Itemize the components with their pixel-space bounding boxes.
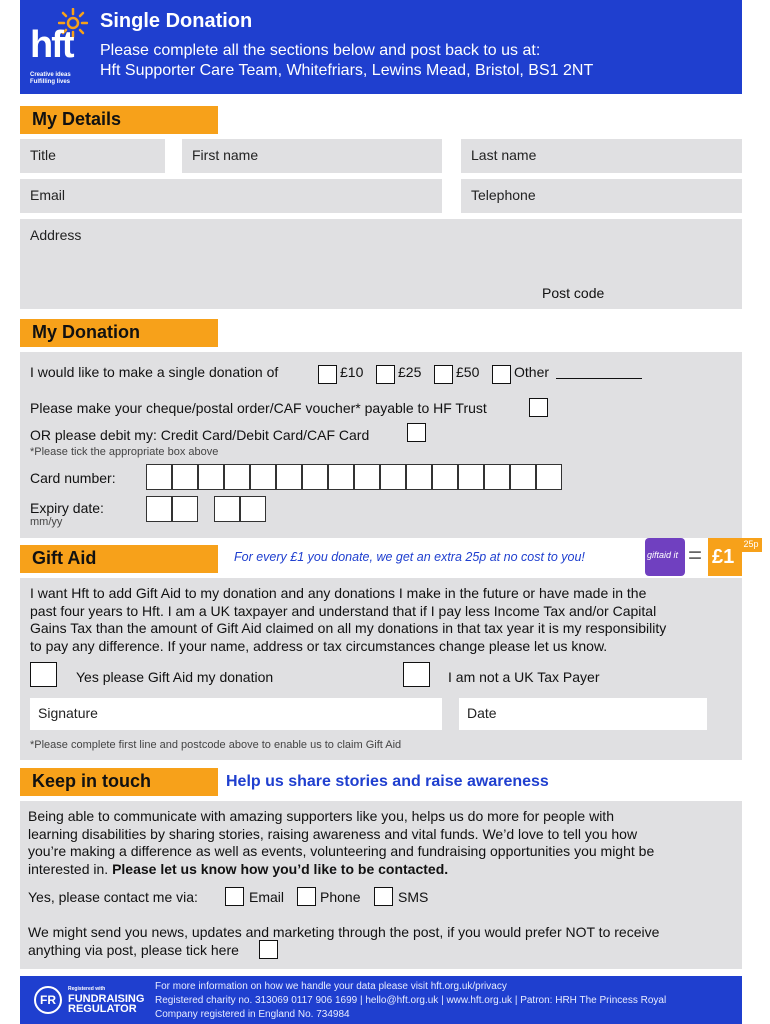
contact-via-label: Yes, please contact me via: [28, 889, 198, 905]
checkbox-50[interactable] [434, 365, 453, 384]
page-title: Single Donation [100, 10, 253, 32]
option-10-label: £10 [340, 364, 364, 380]
card-digit-cell[interactable] [510, 464, 536, 490]
card-digit-cell[interactable] [250, 464, 276, 490]
expiry-year-cell[interactable] [240, 496, 266, 522]
post-optout-line1: We might send you news, updates and marketing through the post, if you would prefer NOT to receive [28, 924, 660, 940]
footer-company-line: Company registered in England No. 734984 [155, 1009, 350, 1020]
card-digit-cell[interactable] [432, 464, 458, 490]
keep-in-touch-subheading: Help us share stories and raise awareness [226, 773, 549, 790]
card-digit-cell[interactable] [328, 464, 354, 490]
title-label: Title [30, 147, 56, 163]
contact-phone-label: Phone [320, 889, 361, 905]
card-digit-cell[interactable] [276, 464, 302, 490]
extra-25p-badge: 25p [740, 538, 762, 552]
equals-sign: = [688, 542, 703, 569]
cheque-text: Please make your cheque/postal order/CAF voucher* payable to HF Trust [30, 400, 487, 416]
expiry-month-cell[interactable] [172, 496, 198, 522]
checkbox-card[interactable] [407, 423, 426, 442]
other-amount-line[interactable] [556, 378, 642, 379]
card-digit-cell[interactable] [354, 464, 380, 490]
option-25-label: £25 [398, 364, 422, 380]
fr-line2: REGULATOR [68, 1003, 137, 1015]
keep-in-touch-line: you’re making a difference as well as events, volunteering and fundraising opportunities you might be [28, 843, 655, 859]
address-label: Address [30, 227, 82, 243]
expiry-hint: mm/yy [30, 516, 63, 528]
contact-sms-checkbox[interactable] [374, 887, 393, 906]
option-other-label: Other [514, 364, 550, 380]
gift-aid-yes-checkbox[interactable] [30, 662, 57, 687]
debit-text: OR please debit my: Credit Card/Debit Card/CAF Card [30, 427, 370, 443]
contact-email-label: Email [249, 889, 285, 905]
header-instruction: Please complete all the sections below and post back to us at: [100, 42, 541, 59]
post-optout-checkbox[interactable] [259, 940, 278, 959]
keep-in-touch-line: interested in. [28, 860, 113, 877]
email-field[interactable] [20, 179, 442, 213]
logo-text: hft [30, 24, 73, 66]
card-digit-cell[interactable] [484, 464, 510, 490]
header-address: Hft Supporter Care Team, Whitefriars, Lewins Mead, Bristol, BS1 2NT [100, 62, 594, 79]
gift-aid-panel [20, 578, 742, 760]
pound-badge: £1 [708, 538, 742, 576]
section-heading-my-details: My Details [20, 106, 218, 134]
donation-intro: I would like to make a single donation of [30, 364, 279, 380]
last-name-field[interactable] [461, 139, 742, 173]
expiry-label: Expiry date: [30, 500, 104, 516]
not-taxpayer-checkbox[interactable] [403, 662, 430, 687]
address-field[interactable] [20, 219, 742, 309]
expiry-input[interactable] [146, 496, 266, 522]
declaration-line: I want Hft to add Gift Aid to my donation and any donations I make in the future or have made in the [30, 585, 647, 601]
header-banner [20, 0, 742, 94]
contact-preference-prompt: Please let us know how you’d like to be contacted. [112, 860, 449, 877]
card-digit-cell[interactable] [224, 464, 250, 490]
keep-in-touch-panel [20, 801, 742, 969]
contact-sms-label: SMS [398, 889, 429, 905]
card-digit-cell[interactable] [536, 464, 562, 490]
declaration-line: past four years to Hft. I am a UK taxpayer and understand that if I pay less Income Tax and/or Capital [30, 602, 657, 619]
gift-aid-yes-label: Yes please Gift Aid my donation [76, 669, 274, 685]
checkbox-25[interactable] [376, 365, 395, 384]
first-name-label: First name [192, 147, 259, 163]
telephone-field[interactable] [461, 179, 742, 213]
telephone-label: Telephone [471, 187, 536, 203]
date-field[interactable] [459, 698, 707, 730]
footer-banner [20, 976, 742, 1024]
keep-in-touch-line: Being able to communicate with amazing supporters like you, helps us do more for people with [28, 808, 614, 824]
contact-email-checkbox[interactable] [225, 887, 244, 906]
gift-aid-it-logo: giftaid it [645, 538, 685, 576]
expiry-year-cell[interactable] [214, 496, 240, 522]
gift-aid-promo: For every £1 you donate, we get an extra 25p at no cost to you! [234, 550, 585, 564]
postcode-label: Post code [542, 285, 605, 301]
card-digit-cell[interactable] [172, 464, 198, 490]
tick-note: *Please tick the appropriate box above [30, 446, 219, 458]
section-heading-gift-aid: Gift Aid [20, 545, 218, 573]
not-taxpayer-label: I am not a UK Tax Payer [448, 669, 600, 685]
footer-charity-line: Registered charity no. 313069 0117 906 1699 | hello@hft.org.uk | www.hft.org.uk | Patron: HRH The Princess Royal [155, 995, 667, 1006]
card-number-input[interactable] [146, 464, 562, 490]
card-digit-cell[interactable] [458, 464, 484, 490]
card-digit-cell[interactable] [146, 464, 172, 490]
hft-logo [30, 8, 100, 88]
keep-in-touch-line: learning disabilities by sharing stories, raising awareness and vital funds. We’d love to tell you how [28, 825, 638, 842]
declaration-line: to pay any difference. If your name, address or tax circumstances change please let us know. [30, 637, 608, 654]
fundraising-regulator-logo [68, 984, 144, 1014]
checkbox-10[interactable] [318, 365, 337, 384]
gift-aid-declaration [30, 585, 666, 655]
signature-label: Signature [38, 705, 98, 721]
logo-tagline: Creative ideas Fulfilling lives [30, 72, 71, 85]
keep-in-touch-text [28, 808, 654, 878]
signature-field[interactable] [30, 698, 442, 730]
footer-privacy-line: For more information on how we handle your data please visit hft.org.uk/privacy [155, 981, 507, 992]
expiry-month-cell[interactable] [146, 496, 172, 522]
card-digit-cell[interactable] [406, 464, 432, 490]
option-50-label: £50 [456, 364, 480, 380]
fundraising-regulator-icon: FR [34, 986, 62, 1014]
checkbox-cheque[interactable] [529, 398, 548, 417]
card-digit-cell[interactable] [302, 464, 328, 490]
donation-panel [20, 352, 742, 538]
card-digit-cell[interactable] [198, 464, 224, 490]
checkbox-other[interactable] [492, 365, 511, 384]
card-number-label: Card number: [30, 470, 116, 486]
section-heading-keep-in-touch: Keep in touch [20, 768, 218, 796]
post-optout-line2: anything via post, please tick here [28, 942, 239, 958]
declaration-line: Gains Tax than the amount of Gift Aid claimed on all my donations in that tax year it is my responsibility [30, 620, 667, 636]
email-label: Email [30, 187, 66, 203]
first-name-field[interactable] [182, 139, 442, 173]
gift-aid-note: *Please complete first line and postcode above to enable us to claim Gift Aid [30, 739, 402, 751]
fr-line1: FUNDRAISING [68, 993, 145, 1005]
fr-small-text: Registered with [68, 986, 106, 992]
contact-phone-checkbox[interactable] [297, 887, 316, 906]
title-field[interactable] [20, 139, 165, 173]
section-heading-my-donation: My Donation [20, 319, 218, 347]
card-digit-cell[interactable] [380, 464, 406, 490]
last-name-label: Last name [471, 147, 537, 163]
date-label: Date [467, 705, 497, 721]
